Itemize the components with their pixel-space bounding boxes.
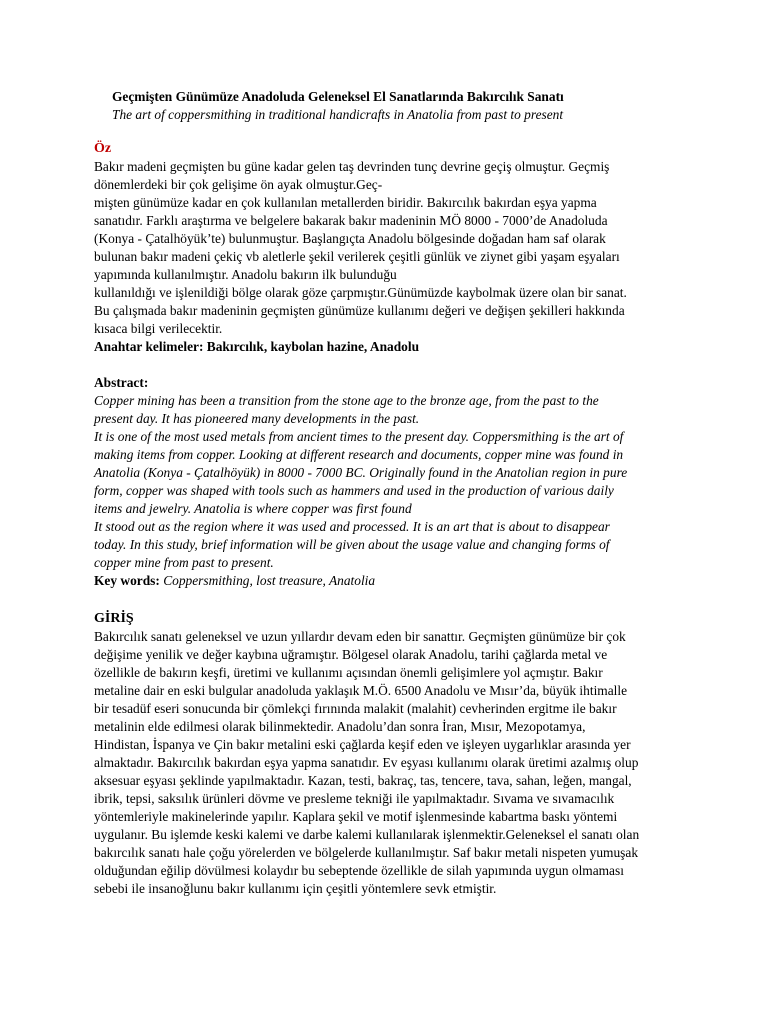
giris-line: uygulanır. Bu işlemde keski kalemi ve darbe kalemi kullanılarak işlenmektir.Geleneksel el sanatı olan <box>94 827 640 842</box>
oz-line: (Konya - Çatalhöyük’te) bulunmuştur. Başlangıçta Anadolu bölgesinde doğadan ham saf olarak <box>94 231 606 246</box>
giris-heading: GİRİŞ <box>94 611 134 626</box>
oz-line: Bu çalışmada bakır madeninin geçmişten günümüze kullanımı değeri ve değişen şekilleri hakkında <box>94 303 625 318</box>
oz-line: sanatıdır. Farklı araştırma ve belgelere bakarak bakır madeninin MÖ 8000 - 7000’de Anadoluda <box>94 213 608 228</box>
oz-line: kullanıldığı ve işlenildiği bölge olarak göze çarpmıştır.Günümüzde kaybolmak üzere olan bir sanat. <box>94 285 627 300</box>
oz-line: dönemlerdeki bir çok gelişime ön ayak olmuştur.Geç- <box>94 177 383 192</box>
abstract-line: form, copper was shaped with tools such as hammers and used in the production of various daily <box>94 483 614 498</box>
oz-line: mişten günümüze kadar en çok kullanılan metallerden biridir. Bakırcılık bakırdan eşya yapma <box>94 195 597 210</box>
oz-heading: Öz <box>94 141 112 156</box>
giris-line: yöntemleriyle makinelerinde yapılır. Kaplara şekil ve motif işlenmesinde kabartma baskı yöntemi <box>94 809 618 824</box>
giris-line: ibrik, tepsi, saksılık ürünleri dövme ve presleme tekniği ile yapılmaktadır. Sıvama ve sıvamacılık <box>94 791 615 806</box>
giris-line: metaline dair en eski bulgular anadoluda yaklaşık M.Ö. 6500 Anadolu ve Mısır’da, büyük ihtimalle <box>94 683 628 698</box>
oz-line: kısaca bilgi verilecektir. <box>94 321 223 336</box>
giris-line: Bakırcılık sanatı geleneksel ve uzun yıllardır devam eden bir sanattır. Geçmişten günümüze bir çok <box>94 629 626 644</box>
oz-line: Bakır madeni geçmişten bu güne kadar gelen taş devrinden tunç devrine geçiş olmuştur. Geçmiş <box>94 159 610 174</box>
abstract-heading: Abstract: <box>94 375 149 390</box>
giris-line: sebebi ile insanoğlunu bakır kullanımı için çeşitli yöntemlere sevk etmiştir. <box>94 881 497 896</box>
turkish-title: Geçmişten Günümüze Anadoluda Geleneksel El Sanatlarında Bakırcılık Sanatı <box>112 89 564 104</box>
title-block <box>112 88 732 124</box>
turkish-keywords: Anahtar kelimeler: Bakırcılık, kaybolan hazine, Anadolu <box>94 339 420 354</box>
abstract-line: Copper mining has been a transition from the stone age to the bronze age, from the past to the <box>94 393 599 408</box>
oz-line: bulunan bakır madeni çekiç vb aletlerle şekil verilerek çeşitli günlük ve ziynet gibi yaşam eşyaları <box>94 249 620 264</box>
giris-line: Hindistan, İspanya ve Çin bakır metalini eski çağlarda keşif eden ve işleyen uygarlıklar arasında yer <box>94 737 631 752</box>
english-keywords <box>94 572 714 590</box>
giris-line: aksesuar eşyası şeklinde yapılmaktadır. Kazan, testi, bakraç, tas, tencere, tava, sahan, leğen, mangal, <box>94 773 632 788</box>
english-title: The art of coppersmithing in traditional handicrafts in Anatolia from past to present <box>112 107 564 122</box>
section-spacer <box>94 356 714 374</box>
abstract-line: items and jewelry. Anatolia is where copper was first found <box>94 501 412 516</box>
abstract-line: copper mine from past to present. <box>94 555 274 570</box>
abstract-line: Anatolia (Konya - Çatalhöyük) in 8000 - 7000 BC. Originally found in the Anatolian region in pure <box>94 465 628 480</box>
oz-line: yapımında kullanılmıştır. Anadolu bakırın ilk bulunduğu <box>94 267 397 282</box>
abstract-line: today. In this study, brief information will be given about the usage value and changing forms of <box>94 537 610 552</box>
giris-line: almaktadır. Bakırcılık bakırdan eşya yapma sanatıdır. Ev eşyası kullanımı olarak üretimi azalmış olup <box>94 755 639 770</box>
giris-line: metalinin elde edilmesi olarak bilinmektedir. Anadolu’dan sonra İran, Mısır, Mezopotamya, <box>94 719 586 734</box>
abstract-line: It stood out as the region where it was used and processed. It is an art that is about to disappear <box>94 519 610 534</box>
giris-line: özellikle de bakırın keşfi, üretimi ve kullanımı açısından önemli gelişimlere yol açmıştır. Bakır <box>94 665 603 680</box>
giris-paragraph <box>94 628 714 898</box>
document-body <box>94 140 714 898</box>
oz-paragraph <box>94 158 714 338</box>
english-keywords-value: Coppersmithing, lost treasure, Anatolia <box>159 573 376 588</box>
abstract-line: making items from copper. Looking at different research and documents, copper mine was found in <box>94 447 624 462</box>
section-spacer <box>94 590 714 608</box>
abstract-line: It is one of the most used metals from ancient times to the present day. Coppersmithing is the art of <box>94 429 624 444</box>
abstract-paragraph <box>94 392 714 572</box>
english-keywords-label: Key words: <box>94 573 160 588</box>
abstract-line: present day. It has pioneered many developments in the past. <box>94 411 420 426</box>
giris-line: değişime yenilik ve değer kaybına uğramıştır. Bölgesel olarak Anadolu, tarihi çağlarda metal ve <box>94 647 608 662</box>
giris-line: olduğundan eğilip dövülmesi kolaydır bu sebeptende özellikle de silah yapımında uygun olmaması <box>94 863 624 878</box>
giris-line: bakırcılık sanatı hale çoğu yörelerden ve bölgelerde kullanılmıştır. Saf bakır metali nispeten yumuşak <box>94 845 639 860</box>
giris-line: bir tesadüf eseri sonucunda bir çömlekçi fırınında malakit (malahit) cevherinden ergitme ile bakır <box>94 701 617 716</box>
